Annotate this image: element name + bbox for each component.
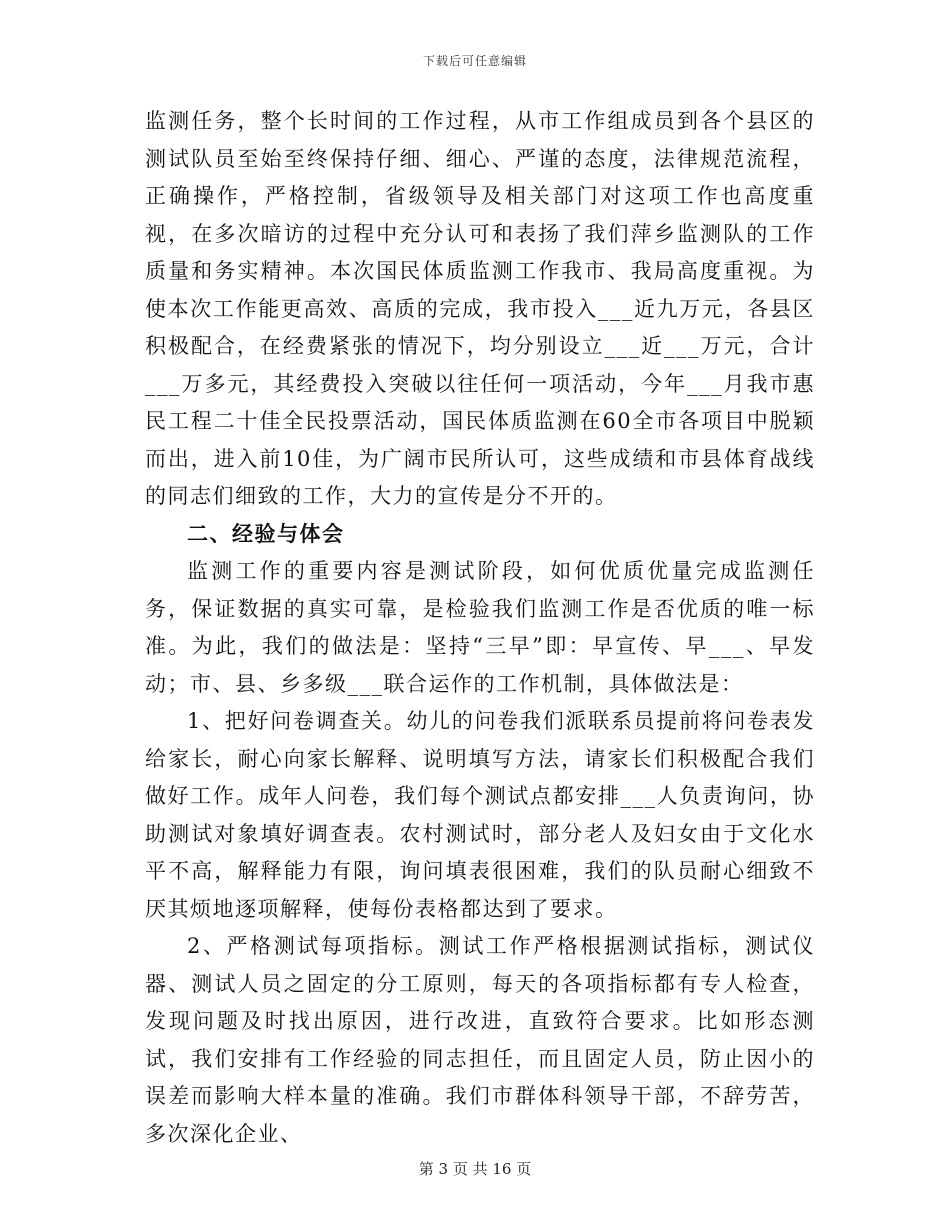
document-body <box>145 103 815 1153</box>
section-heading: 二、经验与体会 <box>187 521 345 546</box>
body-paragraph: 2、严格测试每项指标。测试工作严格根据测试指标，测试仪器、测试人员之固定的分工原则，每天的各项指标都有专人检查，发现问题及时找出原因，进行改进，直致符合要求。比如形态测试，我们安排有工作经验的同志担任，而且固定人员，防止因小的误差而影响大样本量的准确。我们市群体科领导干部，不辞劳苦，多次深化企业、 <box>145 934 815 1146</box>
body-paragraph: 1、把好问卷调查关。幼儿的问卷我们派联系员提前将问卷表发给家长，耐心向家长解释、说明填写方法，请家长们积极配合我们做好工作。成年人问卷，我们每个测试点都安排___人负责询问，协助测试对象填好调查表。农村测试时，部分老人及妇女由于文化水平不高，解释能力有限，询问填表很困难，我们的队员耐心细致不厌其烦地逐项解释，使每份表格都达到了要求。 <box>145 709 815 921</box>
page-number: 第 3 页 共 16 页 <box>418 1160 532 1178</box>
body-paragraph: 监测任务，整个长时间的工作过程，从市工作组成员到各个县区的测试队员至始至终保持仔细、细心、严谨的态度，法律规范流程，正确操作，严格控制，省级领导及相关部门对这项工作也高度重视，在多次暗访的过程中充分认可和表扬了我们萍乡监测队的工作质量和务实精神。本次国民体质监测工作我市、我局高度重视。为使本次工作能更高效、高质的完成，我市投入___近九万元，各县区积极配合，在经费紧张的情况下，均分别设立___近___万元，合计___万多元，其经费投入突破以往任何一项活动，今年___月我市惠民工程二十佳全民投票活动，国民体质监测在60全市各项目中脱颖而出，进入前10佳，为广阔市民所认可，这些成绩和市县体育战线的同志们细致的工作，大力的宣传是分不开的。 <box>145 109 815 508</box>
page-header-note: 下载后可任意编辑 <box>422 54 527 68</box>
body-paragraph: 监测工作的重要内容是测试阶段，如何优质优量完成监测任务，保证数据的真实可靠，是检验我们监测工作是否优质的唯一标准。为此，我们的做法是：坚持“三早”即：早宣传、早___、早发动；市、县、乡多级___联合运作的工作机制，具体做法是： <box>145 559 815 696</box>
